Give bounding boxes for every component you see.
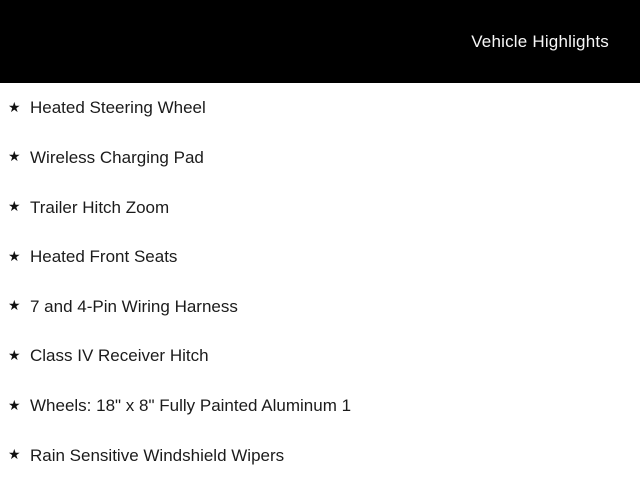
star-icon: ★ — [8, 148, 21, 165]
list-item — [0, 282, 640, 332]
header-bar — [0, 0, 640, 83]
item-label: Trailer Hitch Zoom — [30, 197, 170, 217]
list-item — [0, 232, 640, 282]
list-item — [0, 331, 640, 381]
item-label: Heated Steering Wheel — [30, 98, 206, 118]
item-label: Wheels: 18" x 8" Fully Painted Aluminum 1 — [30, 396, 352, 416]
list-item — [0, 182, 640, 232]
star-icon: ★ — [8, 98, 21, 115]
list-item — [0, 83, 640, 133]
star-icon: ★ — [8, 198, 21, 215]
star-icon: ★ — [8, 247, 21, 264]
star-icon: ★ — [8, 297, 21, 314]
star-icon: ★ — [8, 346, 21, 363]
highlights-list — [0, 83, 640, 480]
item-label: 7 and 4-Pin Wiring Harness — [30, 296, 238, 316]
star-icon: ★ — [8, 396, 21, 413]
list-item — [0, 133, 640, 183]
item-label: Heated Front Seats — [30, 247, 178, 267]
page-title: Vehicle Highlights — [471, 31, 609, 51]
item-label: Wireless Charging Pad — [30, 147, 204, 167]
item-label: Rain Sensitive Windshield Wipers — [30, 445, 285, 465]
star-icon: ★ — [8, 446, 21, 463]
item-label: Class IV Receiver Hitch — [30, 346, 209, 366]
list-item — [0, 381, 640, 431]
list-item — [0, 430, 640, 480]
